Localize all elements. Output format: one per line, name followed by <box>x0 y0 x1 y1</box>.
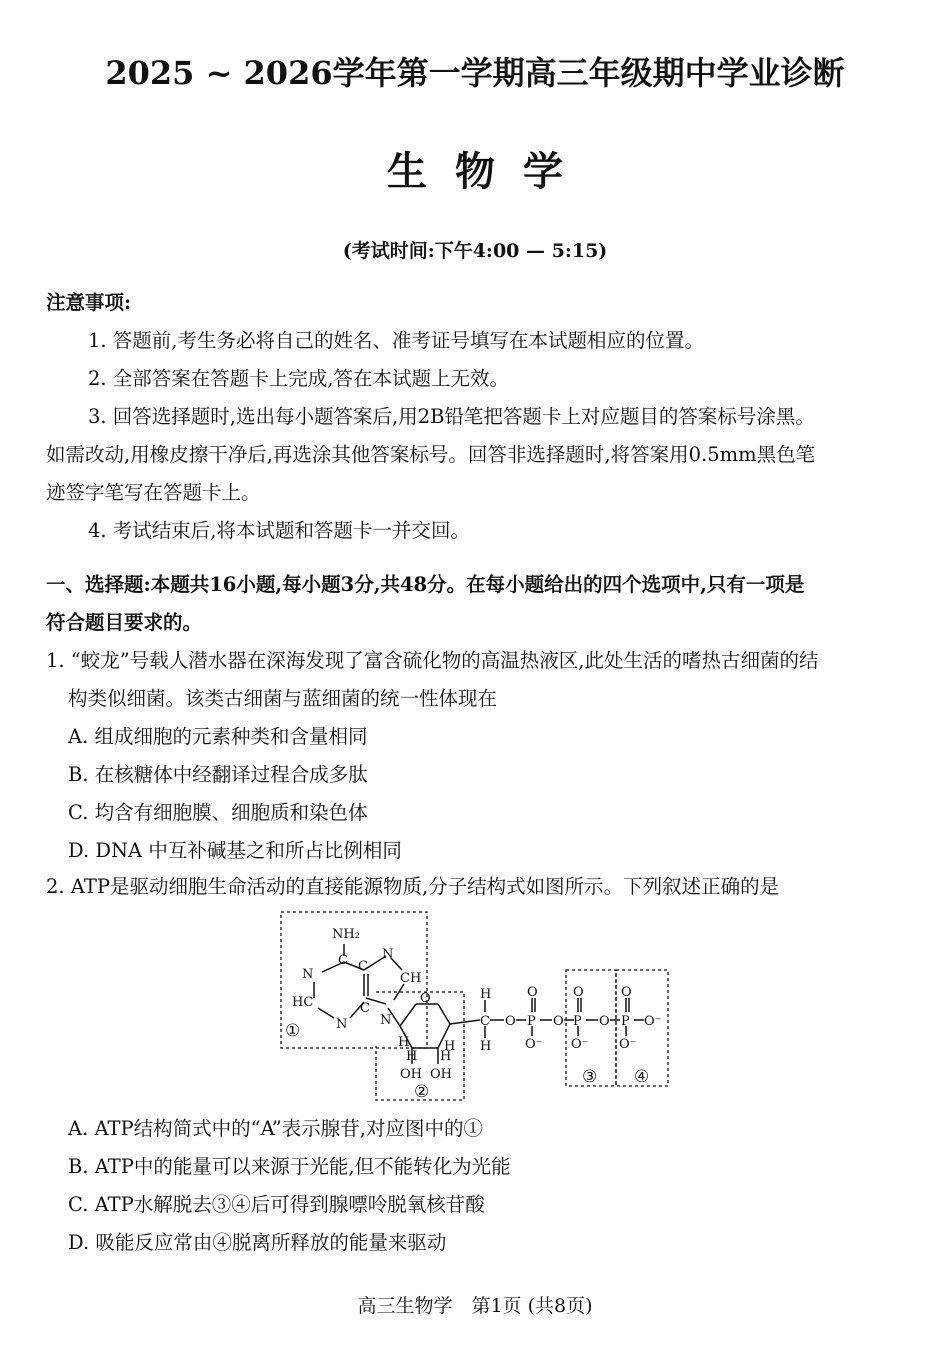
bridge-oxygen-1: O <box>505 1014 516 1029</box>
q2-stem: 2. ATP是驱动细胞生命活动的直接能源物质,分子结构式如图所示。下列叙述正确的是 <box>46 875 780 898</box>
atom-h2: H <box>444 1039 456 1054</box>
question-1 <box>46 642 906 870</box>
q1-option-b: B. 在核糖体中经翻译过程合成多肽 <box>68 763 368 786</box>
q2-option-b: B. ATP中的能量可以来源于光能,但不能转化为光能 <box>68 1155 511 1178</box>
atom-h3: H <box>406 1049 418 1064</box>
atom-n2: N <box>382 947 394 962</box>
notice-item-1: 1. 答题前,考生务必将自己的姓名、准考证号填写在本试题相应的位置。 <box>88 329 705 352</box>
oxygen-minus-1: O⁻ <box>525 1037 543 1052</box>
section-1-heading <box>46 566 906 642</box>
notice-section <box>46 284 906 550</box>
q2-option-a: A. ATP结构简式中的“A”表示腺苷,对应图中的① <box>68 1117 483 1140</box>
notice-item-3: 3. 回答选择题时,选出每小题答案后,用2B铅笔把答题卡上对应题目的答案标号涂黑。 <box>88 405 815 428</box>
hydroxyl-1: OH <box>400 1067 422 1082</box>
question-2-stem <box>46 868 906 906</box>
notice-item-4: 4. 考试结束后,将本试题和答题卡一并交回。 <box>88 519 471 542</box>
phosphorus-1: P <box>527 1014 536 1029</box>
q1-option-d: D. DNA 中互补碱基之和所占比例相同 <box>68 839 402 862</box>
label-4: ④ <box>634 1067 650 1087</box>
q2-option-c: C. ATP水解脱去③④后可得到腺嘌呤脱氧核苷酸 <box>68 1193 485 1216</box>
ring-oxygen: O <box>420 991 431 1006</box>
q1-option-c: C. 均含有细胞膜、细胞质和染色体 <box>68 801 368 824</box>
oxygen-minus-4: O⁻ <box>619 1037 637 1052</box>
notice-item-2: 2. 全部答案在答题卡上完成,答在本试题上无效。 <box>88 367 510 390</box>
section-1-heading-line1: 一、选择题:本题共16小题,每小题3分,共48分。在每小题给出的四个选项中,只有一项是 <box>46 573 805 596</box>
bridge-oxygen-2: O <box>553 1014 564 1029</box>
atom-c4: C <box>480 1014 490 1029</box>
oxygen-minus-2: O⁻ <box>571 1037 589 1052</box>
atom-h6: H <box>480 1039 492 1054</box>
double-oxygen-1: O <box>527 985 538 1000</box>
question-2-options <box>46 1110 906 1262</box>
bridge-oxygen-3: O <box>599 1014 610 1029</box>
oxygen-minus-3: O⁻ <box>644 1014 662 1029</box>
phosphorus-3: P <box>621 1014 630 1029</box>
double-oxygen-3: O <box>621 985 632 1000</box>
atom-hc: HC <box>292 995 314 1010</box>
subject-title: 生物学 <box>387 148 591 195</box>
atom-c2: C <box>358 959 368 974</box>
section-1-heading-line2: 符合题目要求的。 <box>46 611 203 634</box>
notice-item-3-cont: 如需改动,用橡皮擦干净后,再选涂其他答案标号。回答非选择题时,将答案用0.5mm黑色笔 <box>46 443 816 466</box>
hydroxyl-2: OH <box>430 1067 452 1082</box>
atom-h5: H <box>480 987 492 1002</box>
label-3: ③ <box>582 1067 598 1087</box>
atom-c1: C <box>338 953 348 968</box>
atp-structure-diagram <box>276 908 676 1104</box>
q1-stem-line2: 构类似细菌。该类古细菌与蓝细菌的统一性体现在 <box>68 687 498 710</box>
atom-h4: H <box>440 1049 452 1064</box>
atom-n3: N <box>336 1017 348 1032</box>
label-2: ② <box>414 1082 430 1102</box>
nh2-label: NH₂ <box>332 927 360 942</box>
double-oxygen-2: O <box>573 985 584 1000</box>
phosphorus-2: P <box>573 1014 582 1029</box>
label-1: ① <box>285 1021 301 1041</box>
atom-ch: CH <box>400 971 422 986</box>
page-footer: 高三生物学 第1页 (共8页) <box>357 1295 593 1317</box>
q1-stem-line1: 1. “蛟龙”号载人潜水器在深海发现了富含硫化物的高温热液区,此处生活的嗜热古细菌的结 <box>46 649 819 672</box>
atom-c3: C <box>360 1001 370 1016</box>
q2-option-d: D. 吸能反应常由④脱离所释放的能量来驱动 <box>68 1231 447 1254</box>
atom-n1: N <box>302 967 314 982</box>
atom-h1: H <box>398 1035 410 1050</box>
atom-n4: N <box>380 1013 392 1028</box>
exam-time: (考试时间:下午4:00 — 5:15) <box>342 240 608 262</box>
notice-heading: 注意事项: <box>46 291 132 314</box>
notice-item-3-cont2: 迹签字笔写在答题卡上。 <box>46 481 261 504</box>
exam-title: 2025 ~ 2026学年第一学期高三年级期中学业诊断 <box>105 54 845 92</box>
q1-option-a: A. 组成细胞的元素种类和含量相同 <box>68 725 368 748</box>
